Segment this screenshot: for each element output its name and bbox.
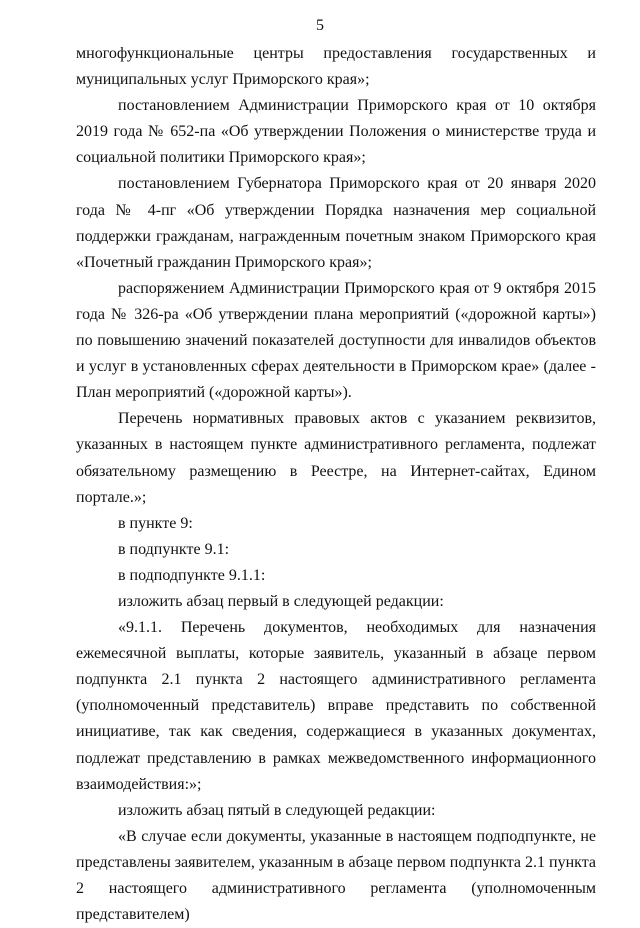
document-body [76, 41, 596, 928]
page-number: 5 [316, 17, 324, 34]
paragraph-6: в пункте 9: [118, 514, 193, 532]
paragraph-3: постановлением Губернатора Приморского края от 20 января 2020 года № 4-пг «Об утверждении Порядка назначения мер социальной поддержки гражданам, награжденным почетным знаком Приморского края «Почетный гражданин Приморского края»; [76, 175, 596, 271]
paragraph-10: «9.1.1. Перечень документов, необходимых для назначения ежемесячной выплаты, которые заявитель, указанный в абзаце первом подпункта 2.1 пункта 2 настоящего административного регламента (уполномоченный представитель) вправе представить по собственной инициативе, так как сведения, содержащиеся в указанных документах, подлежат представлению в рамках межведомственного информационного взаимодействия:»; [76, 619, 596, 793]
paragraph-11: изложить абзац пятый в следующей редакции: [118, 801, 436, 819]
paragraph-5: Перечень нормативных правовых актов с указанием реквизитов, указанных в настоящем пункте административного регламента, подлежат обязательному размещению в Реестре, на Интернет-сайтах, Едином портале.»; [76, 410, 596, 506]
paragraph-9: изложить абзац первый в следующей редакции: [118, 592, 444, 610]
paragraph-4: распоряжением Администрации Приморского края от 9 октября 2015 года № 326-ра «Об утверждении плана мероприятий («дорожной карты») по повышению значений показателей доступности для инвалидов объектов и услуг в установленных сферах деятельности в Приморском крае» (далее - План мероприятий («дорожной карты»). [76, 279, 596, 402]
paragraph-7: в подпункте 9.1: [118, 540, 230, 558]
paragraph-8: в подподпункте 9.1.1: [118, 566, 266, 584]
paragraph-12: «В случае если документы, указанные в настоящем подподпункте, не представлены заявителем, указанным в абзаце первом подпункта 2.1 пункта 2 настоящего административного регламента (уполномоченным представителем) [76, 827, 596, 924]
paragraph-2: постановлением Администрации Приморского края от 10 октября 2019 года № 652-па «Об утверждении Положения о министерстве труда и социальной политики Приморского края»; [76, 97, 596, 167]
paragraph-1: многофункциональные центры предоставления государственных и муниципальных услуг Приморского края»; [76, 45, 596, 89]
